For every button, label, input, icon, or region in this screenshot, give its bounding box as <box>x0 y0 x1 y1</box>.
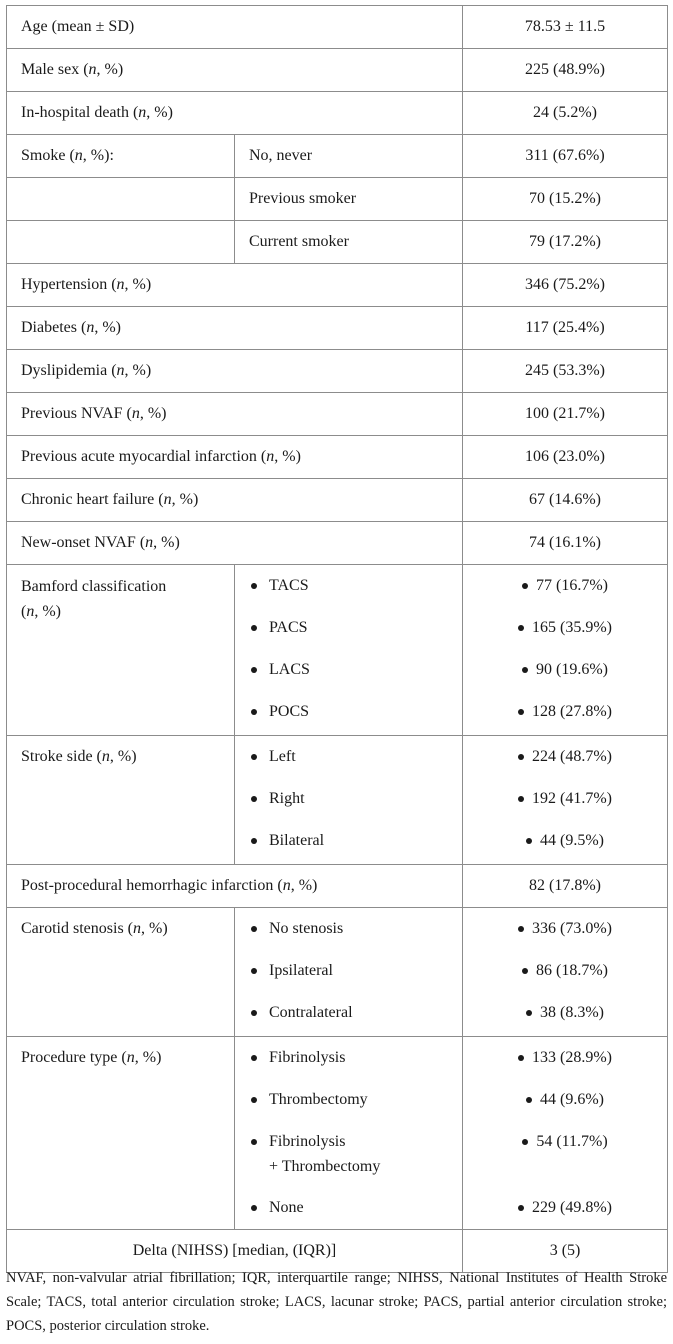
characteristics-table <box>6 5 668 1273</box>
table-row <box>7 221 668 264</box>
row-label: Previous NVAF (n, %) <box>7 393 463 436</box>
sub-label: No, never <box>235 135 463 178</box>
list-value: 90 (19.6%) <box>522 649 608 691</box>
row-value: 346 (75.2%) <box>463 264 668 307</box>
list-item: Bilateral <box>249 820 462 862</box>
list-item: PACS <box>249 607 462 649</box>
list-value: 133 (28.9%) <box>518 1037 612 1079</box>
row-label: New-onset NVAF (n, %) <box>7 522 463 565</box>
row-value: 70 (15.2%) <box>463 178 668 221</box>
sub-list <box>235 565 463 736</box>
list-value: 77 (16.7%) <box>522 565 608 607</box>
list-item: TACS <box>249 565 462 607</box>
list-item: Contralateral <box>249 992 462 1034</box>
sub-list <box>235 908 463 1037</box>
table-row <box>7 350 668 393</box>
row-value: 82 (17.8%) <box>463 865 668 908</box>
row-value: 74 (16.1%) <box>463 522 668 565</box>
list-item: Right <box>249 778 462 820</box>
table-row <box>7 736 668 865</box>
table-row <box>7 307 668 350</box>
sub-label: Previous smoker <box>235 178 463 221</box>
table-row <box>7 436 668 479</box>
row-label: Stroke side (n, %) <box>7 736 235 865</box>
empty-cell <box>7 178 235 221</box>
row-label: Post-procedural hemorrhagic infarction (n, %) <box>7 865 463 908</box>
list-item: Fibrinolysis <box>249 1037 462 1079</box>
value-list <box>463 736 668 865</box>
table-row <box>7 865 668 908</box>
row-value: 311 (67.6%) <box>463 135 668 178</box>
row-value: 100 (21.7%) <box>463 393 668 436</box>
value-list <box>463 1037 668 1230</box>
list-value: 44 (9.5%) <box>526 820 604 862</box>
row-value: 24 (5.2%) <box>463 92 668 135</box>
list-value: 86 (18.7%) <box>522 950 608 992</box>
row-label: Age (mean ± SD) <box>7 6 463 49</box>
sub-list <box>235 1037 463 1230</box>
list-value: 229 (49.8%) <box>518 1187 612 1229</box>
row-value: 79 (17.2%) <box>463 221 668 264</box>
table-row <box>7 6 668 49</box>
list-value: 336 (73.0%) <box>518 908 612 950</box>
sub-list <box>235 736 463 865</box>
list-item: Fibrinolysis + Thrombectomy <box>249 1121 462 1187</box>
row-label: Procedure type (n, %) <box>7 1037 235 1230</box>
sub-label: Current smoker <box>235 221 463 264</box>
row-label: Diabetes (n, %) <box>7 307 463 350</box>
list-item: None <box>249 1187 462 1229</box>
list-value: 128 (27.8%) <box>518 691 612 733</box>
list-item: Left <box>249 736 462 778</box>
row-label: Previous acute myocardial infarction (n, %) <box>7 436 463 479</box>
table-row <box>7 908 668 1037</box>
list-item: No stenosis <box>249 908 462 950</box>
table-row <box>7 264 668 307</box>
row-value: 225 (48.9%) <box>463 49 668 92</box>
row-label: Carotid stenosis (n, %) <box>7 908 235 1037</box>
list-item: LACS <box>249 649 462 691</box>
table-row <box>7 135 668 178</box>
row-label: Dyslipidemia (n, %) <box>7 350 463 393</box>
list-value: 38 (8.3%) <box>526 992 604 1034</box>
list-item: POCS <box>249 691 462 733</box>
list-item: Thrombectomy <box>249 1079 462 1121</box>
list-item: Ipsilateral <box>249 950 462 992</box>
row-value: 117 (25.4%) <box>463 307 668 350</box>
table-row <box>7 1037 668 1230</box>
list-value: 224 (48.7%) <box>518 736 612 778</box>
table-row <box>7 522 668 565</box>
value-list <box>463 565 668 736</box>
list-value: 165 (35.9%) <box>518 607 612 649</box>
table-row <box>7 92 668 135</box>
table-footnote: NVAF, non-valvular atrial fibrillation; IQR, interquartile range; NIHSS, National Institutes of Health Stroke Scale; TACS, total anterior circulation stroke; LACS, lacunar stroke; PACS, partial anterior circulation stroke; POCS, posterior circulation stroke. <box>6 1270 667 1334</box>
table-row <box>7 479 668 522</box>
row-label: Bamford classification (n, %) <box>7 565 235 736</box>
list-value: 54 (11.7%) <box>522 1121 607 1163</box>
list-value: 44 (9.6%) <box>526 1079 604 1121</box>
row-label: Smoke (n, %): <box>7 135 235 178</box>
row-value: 245 (53.3%) <box>463 350 668 393</box>
row-value: 3 (5) <box>463 1230 668 1273</box>
row-label: Hypertension (n, %) <box>7 264 463 307</box>
list-value: 192 (41.7%) <box>518 778 612 820</box>
table-row <box>7 565 668 736</box>
empty-cell <box>7 221 235 264</box>
row-value: 78.53 ± 11.5 <box>463 6 668 49</box>
row-value: 67 (14.6%) <box>463 479 668 522</box>
row-value: 106 (23.0%) <box>463 436 668 479</box>
table-row <box>7 178 668 221</box>
row-label: In-hospital death (n, %) <box>7 92 463 135</box>
value-list <box>463 908 668 1037</box>
table-row <box>7 393 668 436</box>
table-row <box>7 49 668 92</box>
row-label: Male sex (n, %) <box>7 49 463 92</box>
row-label: Delta (NIHSS) [median, (IQR)] <box>7 1230 463 1273</box>
row-label: Chronic heart failure (n, %) <box>7 479 463 522</box>
